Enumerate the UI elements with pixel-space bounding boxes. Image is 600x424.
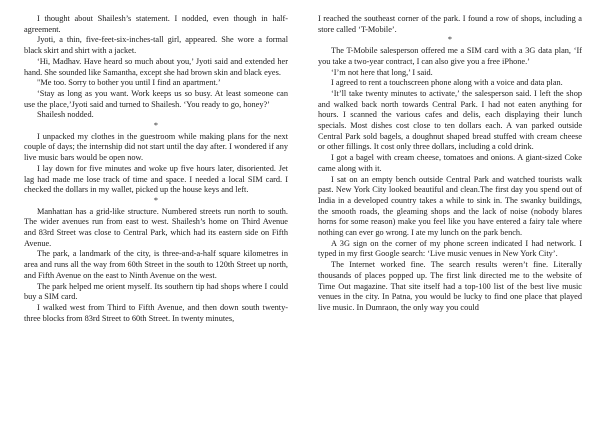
paragraph: I unpacked my clothes in the guestroom while making plans for the next couple of days; the internship did not start until the day after. I wondered if any live music bars would be open now. <box>24 131 288 163</box>
section-separator: * <box>153 195 159 205</box>
paragraph: Shailesh nodded. <box>37 110 94 120</box>
paragraph: I sat on an empty bench outside Central Park and watched tourists walk past. New York City looked beautiful and clean.The first day you spend out of India in a developed country takes a while to sink in. The swanky buildings, the smooth roads, the gleaming shops and the lack of noise (nobody blares horns for some reason) make you feel like you have entered a fairy tale where nothing can ever go wrong. I ate my lunch on the park bench. <box>318 174 582 238</box>
paragraph: I walked west from Third to Fifth Avenue, and then down south twenty-three blocks from 83rd Street to 60th Street. In twenty minutes, <box>24 302 288 323</box>
left-column <box>24 14 288 324</box>
paragraph: A 3G sign on the corner of my phone screen indicated I had network. I typed in my first Google search: ‘Live music venues in New York City’. <box>318 238 582 259</box>
paragraph: "Me too. Sorry to bother you until I find an apartment.’ <box>37 78 221 88</box>
paragraph: I lay down for five minutes and woke up five hours later, disoriented. Jet lag had made me lose track of time and space. I needed a local SIM card. I checked the dollars in my wallet, picked up the house keys and left. <box>24 163 288 195</box>
section-separator: * <box>153 121 159 131</box>
paragraph: The park helped me orient myself. Its southern tip had shops where I could buy a SIM card. <box>24 281 288 302</box>
paragraph: Manhattan has a grid-like structure. Numbered streets run north to south. The wider avenues run from east to west. Shailesh’s home on Third Avenue and 83rd Street was close to Central Park, which had its eastern side on Fifth Avenue. <box>24 206 288 248</box>
paragraph: The Internet worked fine. The search results weren’t fine. Literally thousands of places popped up. The first link directed me to the website of Time Out magazine. That site itself had a top-100 list of the best live music venues in the city. In Patna, you would be lucky to find one place that played live music. In Dumraon, the only way you could <box>318 260 582 312</box>
paragraph: I thought about Shailesh’s statement. I nodded, even though in half-agreement. <box>24 14 288 34</box>
right-column <box>318 14 582 314</box>
paragraph: Jyoti, a thin, five-feet-six-inches-tall girl, appeared. She wore a formal black skirt and shirt with a jacket. <box>24 35 288 56</box>
paragraph: I reached the southeast corner of the park. I found a row of shops, including a store called ‘T-Mobile’. <box>318 14 582 34</box>
paragraph: ‘I’m not here that long,’ I said. <box>331 67 433 77</box>
paragraph: I agreed to rent a touchscreen phone along with a voice and data plan. <box>331 78 563 88</box>
paragraph: The T-Mobile salesperson offered me a SIM card with a 3G data plan, ‘If you take a two-year contract, I can also give you a free iPhone.’ <box>318 46 582 66</box>
paragraph: The park, a landmark of the city, is three-and-a-half square kilometres in area and runs all the way from 60th Street in the south to 120th Street up north, and Fifth Avenue on the east to Ninth Avenue on the west. <box>24 249 288 280</box>
paragraph: I got a bagel with cream cheese, tomatoes and onions. A giant-sized Coke came along with it. <box>318 153 582 173</box>
paragraph: ‘Hi, Madhav. Have heard so much about you,’ Jyoti said and extended her hand. She sounded like Samantha, except she had brown skin and black eyes. <box>24 56 288 77</box>
section-separator: * <box>447 35 453 45</box>
paragraph: ‘Stay as long as you want. Work keeps us so busy. At least someone can use the place,’Jyoti said and turned to Shailesh. ‘You ready to go, honey?’ <box>24 88 288 109</box>
paragraph: ‘It’ll take twenty minutes to activate,’ the salesperson said. I left the shop and walked back north towards Central Park. I had not eaten anything for hours. I scanned the various cafes and delis, each displaying their lunch specials. Most dishes cost close to ten dollars each. A van parked outside Central Park sold bagels, a doughnut shaped bread stuffed with cream cheese or other fillings. It cost only three dollars, including a cold drink. <box>318 88 582 152</box>
